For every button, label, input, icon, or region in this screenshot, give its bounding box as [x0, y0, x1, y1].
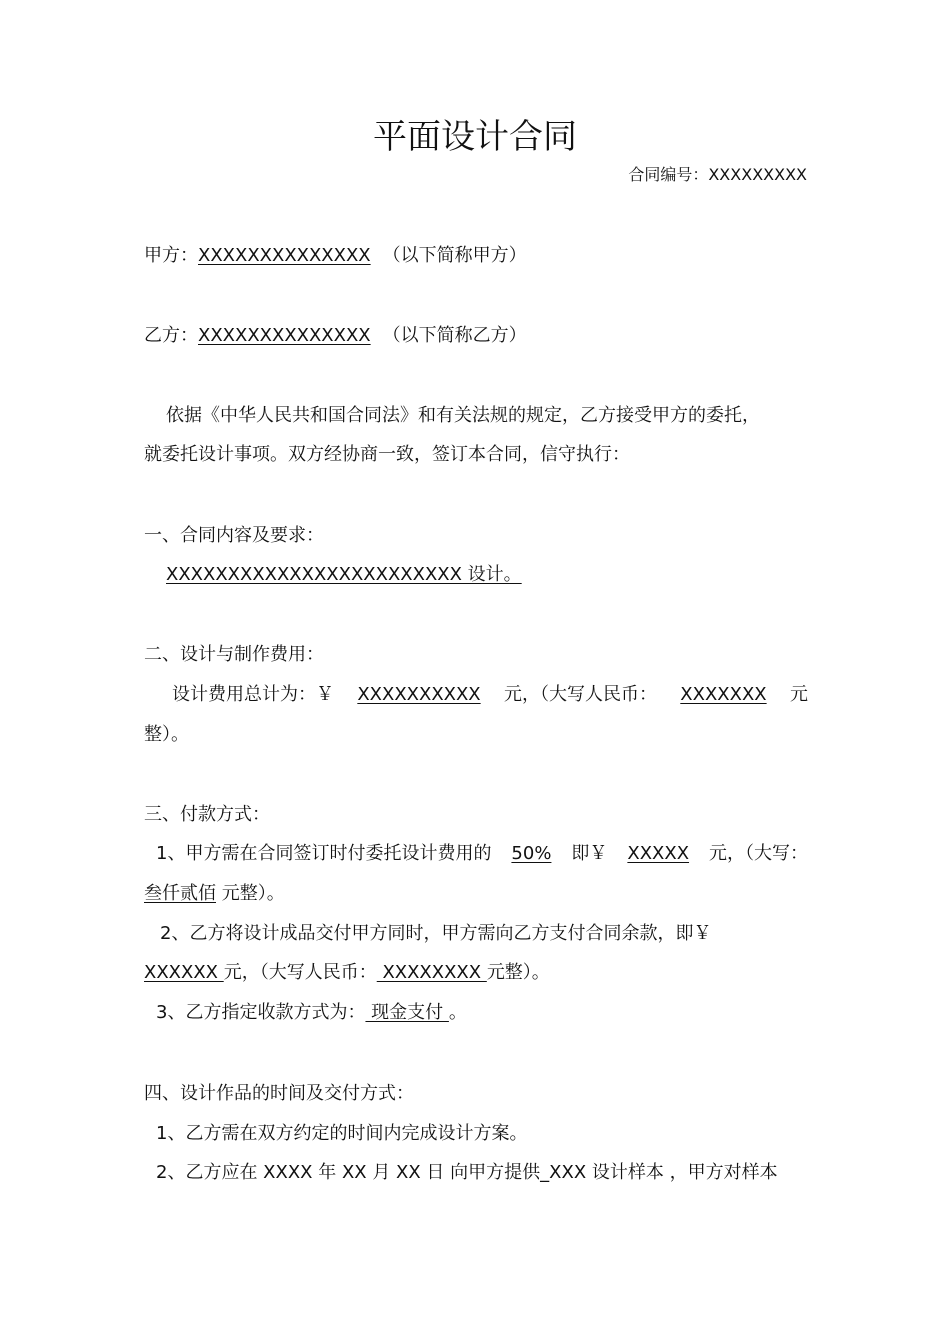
payment-2-mid: 元，（大写人民币：	[223, 962, 377, 983]
fee-mid: 元，（大写人民币：	[503, 684, 657, 705]
party-b-line	[144, 322, 808, 350]
payment-1-words: 叁仟贰佰	[144, 883, 216, 904]
payment-2-words: XXXXXXXX	[376, 962, 487, 983]
design-content: XXXXXXXXXXXXXXXXXXXXXXXX 设计。	[166, 564, 522, 585]
payment-2-end: 元整）。	[486, 962, 550, 983]
fee-line-end: 整）。	[144, 724, 189, 745]
section-2-heading: 二、设计与制作费用：	[144, 644, 324, 665]
payment-item-2: 2、乙方将设计成品交付甲方同时，甲方需向乙方支付合同余款，即￥	[160, 923, 712, 944]
payment-1-percent: 50%	[511, 843, 552, 864]
contract-number: 合同编号：XXXXXXXXX	[628, 165, 807, 184]
party-b-name: XXXXXXXXXXXXXX	[198, 325, 371, 346]
payment-item-1-cont	[144, 880, 808, 908]
payment-2-amount: XXXXXX	[144, 962, 224, 983]
fee-amount: XXXXXXXXXX	[357, 684, 481, 705]
fee-prefix: 设计费用总计为：￥	[172, 684, 334, 705]
payment-3-end: 。	[448, 1002, 467, 1023]
section-4-heading: 四、设计作品的时间及交付方式：	[144, 1083, 414, 1104]
party-a-label: 甲方：	[144, 245, 198, 266]
payment-1-end: 元整）。	[216, 883, 285, 904]
delivery-item-1: 1、乙方需在双方约定的时间内完成设计方案。	[156, 1123, 528, 1144]
party-a-note: （以下简称甲方）	[382, 245, 527, 266]
party-a-name: XXXXXXXXXXXXXX	[198, 245, 371, 266]
party-a-line	[144, 242, 808, 270]
section-1-content	[166, 561, 830, 589]
payment-item-1	[156, 840, 808, 868]
fee-line	[172, 681, 808, 709]
section-3-heading: 三、付款方式：	[144, 804, 270, 825]
payment-1-suffix: 元，（大写：	[709, 843, 808, 864]
preamble-line-1: 依据《中华人民共和国合同法》和有关法规的规定，乙方接受甲方的委托，	[166, 405, 760, 426]
payment-item-3	[156, 999, 820, 1027]
delivery-item-2: 2、乙方应在 XXXX 年 XX 月 XX 日 向甲方提供_XXX 设计样本 ，甲方对样本	[156, 1162, 778, 1183]
payment-3-prefix: 3、乙方指定收款方式为：	[156, 1002, 366, 1023]
fee-suffix: 元	[789, 684, 808, 705]
payment-1-prefix: 1、甲方需在合同签订时付委托设计费用的	[156, 843, 492, 864]
payment-item-2-cont	[144, 959, 808, 987]
preamble-line-2: 就委托设计事项。双方经协商一致，签订本合同，信守执行：	[144, 444, 630, 465]
payment-1-amount: XXXXX	[627, 843, 690, 864]
fee-words: XXXXXXX	[680, 684, 767, 705]
page-title: 平面设计合同	[373, 117, 577, 157]
section-1-heading: 一、合同内容及要求：	[144, 525, 324, 546]
party-b-label: 乙方：	[144, 325, 198, 346]
party-b-note: （以下简称乙方）	[382, 325, 527, 346]
payment-1-mid: 即￥	[571, 843, 608, 864]
payment-3-method: 现金支付	[365, 1002, 449, 1023]
